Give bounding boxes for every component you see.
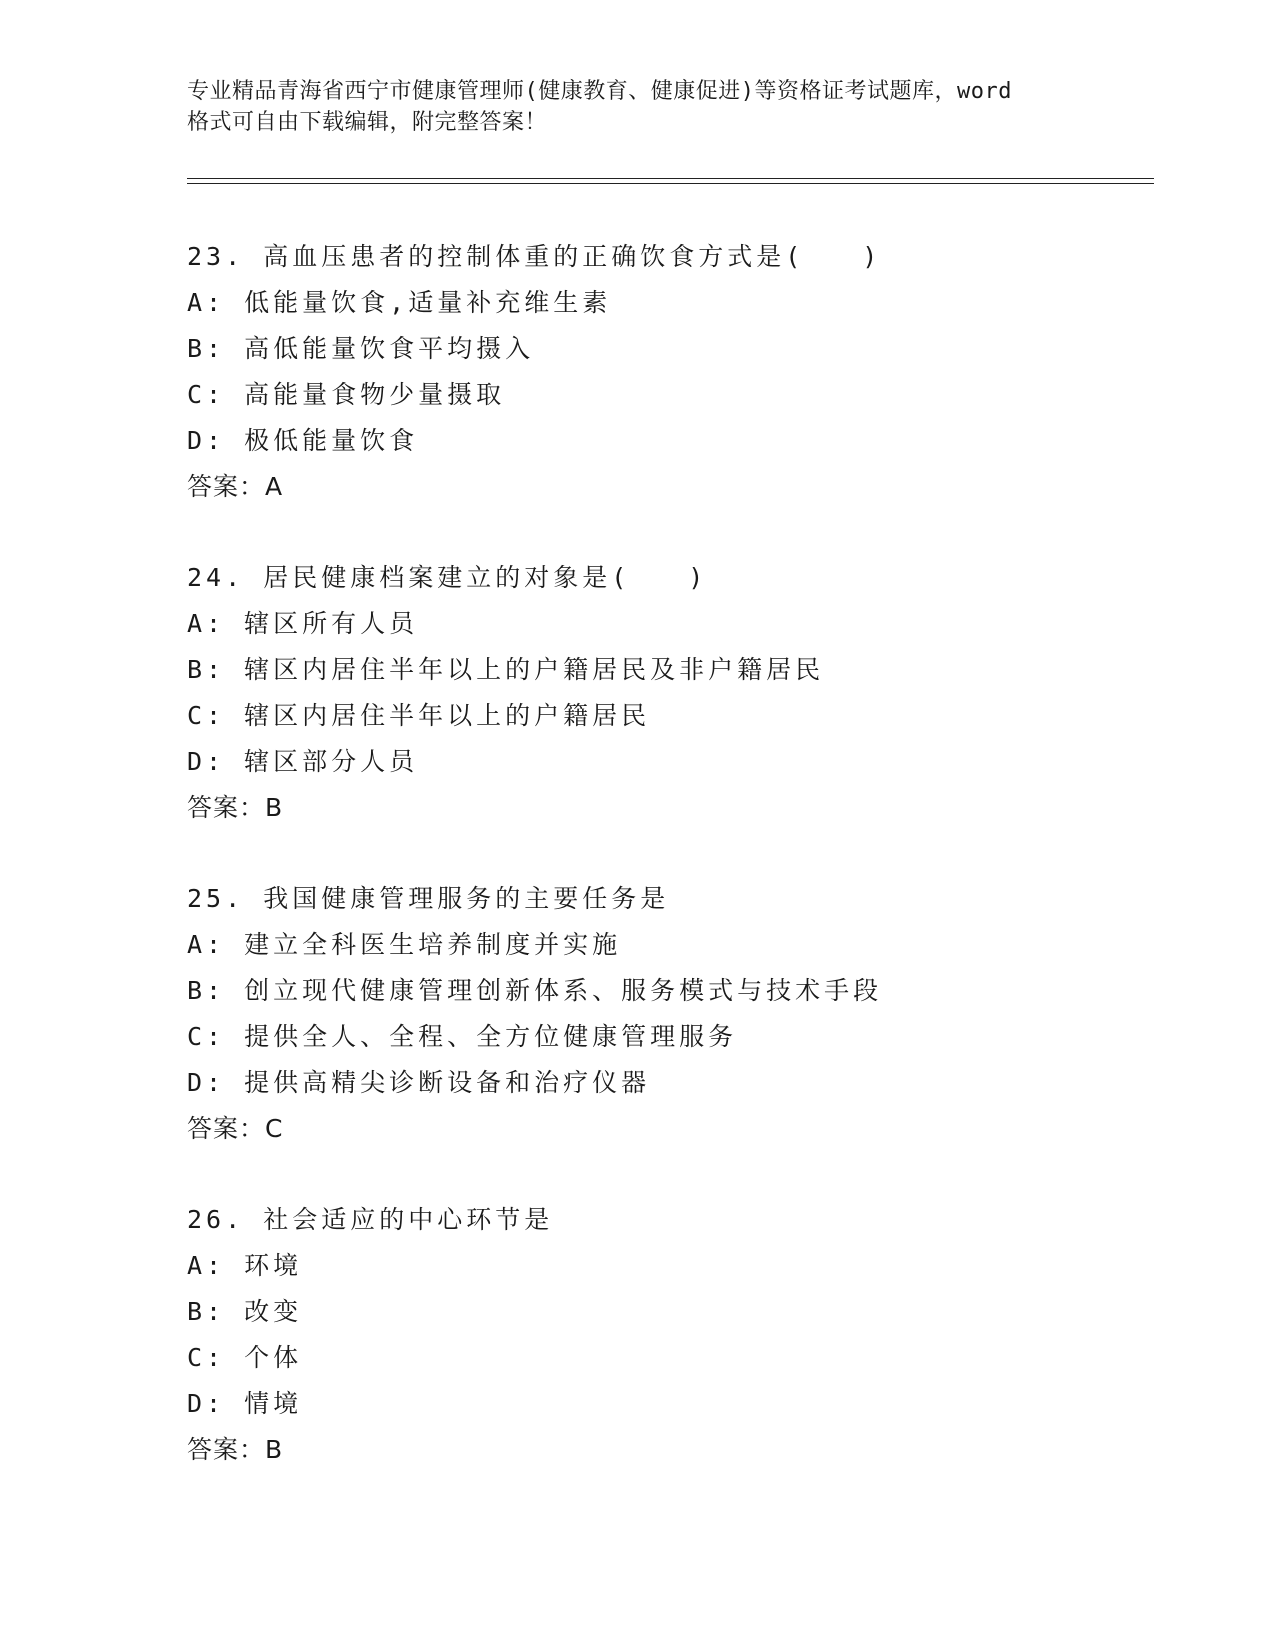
document-header bbox=[187, 76, 1087, 138]
header-divider-top bbox=[187, 178, 1154, 179]
question-stem: 23. 高血压患者的控制体重的正确饮食方式是( ) bbox=[187, 242, 882, 271]
option-c: C: 提供全人、全程、全方位健康管理服务 bbox=[187, 1022, 738, 1051]
question-24 bbox=[187, 555, 1147, 831]
question-23 bbox=[187, 234, 1147, 510]
answer: 答案：A bbox=[187, 472, 284, 501]
option-c: C: 个体 bbox=[187, 1343, 303, 1372]
option-a: A: 建立全科医生培养制度并实施 bbox=[187, 930, 622, 959]
option-c: C: 高能量食物少量摄取 bbox=[187, 380, 506, 409]
header-line-1: 专业精品青海省西宁市健康管理师(健康教育、健康促进)等资格证考试题库，word bbox=[187, 79, 1012, 104]
header-divider-bottom bbox=[187, 183, 1154, 184]
option-a: A: 低能量饮食,适量补充维生素 bbox=[187, 288, 612, 317]
option-b: B: 改变 bbox=[187, 1297, 303, 1326]
question-26 bbox=[187, 1197, 1147, 1473]
option-a: A: 辖区所有人员 bbox=[187, 609, 419, 638]
header-line-2: 格式可自由下载编辑，附完整答案！ bbox=[187, 110, 548, 135]
question-stem: 25. 我国健康管理服务的主要任务是 bbox=[187, 884, 670, 913]
question-stem: 24. 居民健康档案建立的对象是( ) bbox=[187, 563, 708, 592]
answer: 答案：B bbox=[187, 1435, 284, 1464]
option-d: D: 提供高精尖诊断设备和治疗仪器 bbox=[187, 1068, 651, 1097]
question-stem: 26. 社会适应的中心环节是 bbox=[187, 1205, 554, 1234]
option-b: B: 创立现代健康管理创新体系、服务模式与技术手段 bbox=[187, 976, 883, 1005]
answer: 答案：B bbox=[187, 793, 284, 822]
answer: 答案：C bbox=[187, 1114, 284, 1143]
option-d: D: 情境 bbox=[187, 1389, 303, 1418]
option-b: B: 高低能量饮食平均摄入 bbox=[187, 334, 535, 363]
option-c: C: 辖区内居住半年以上的户籍居民 bbox=[187, 701, 651, 730]
option-d: D: 辖区部分人员 bbox=[187, 747, 419, 776]
option-d: D: 极低能量饮食 bbox=[187, 426, 419, 455]
option-b: B: 辖区内居住半年以上的户籍居民及非户籍居民 bbox=[187, 655, 825, 684]
question-25 bbox=[187, 876, 1147, 1152]
option-a: A: 环境 bbox=[187, 1251, 303, 1280]
